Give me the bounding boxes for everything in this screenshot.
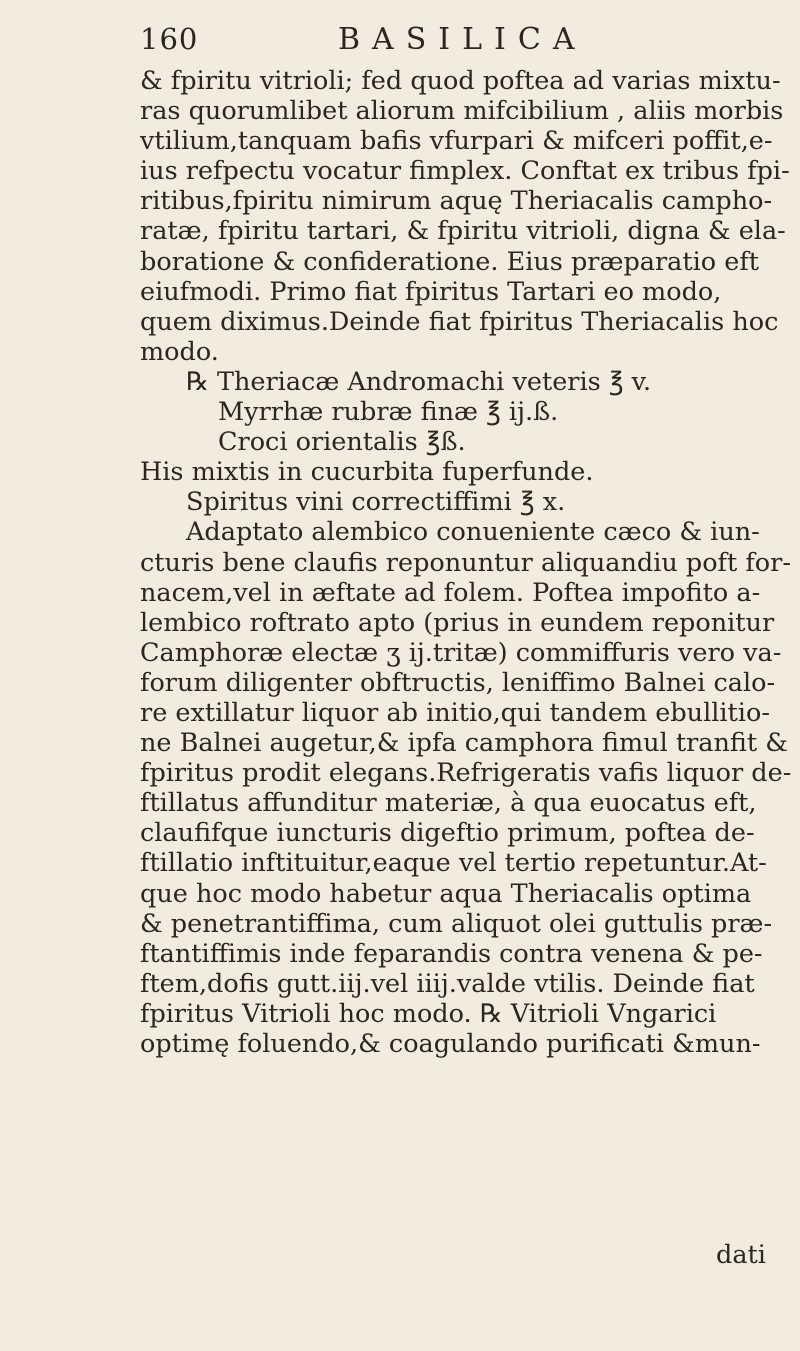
text-line: forum diligenter obftructis, leniffimo Balnei calo- (140, 667, 776, 698)
text-line: lembico roftrato apto (prius in eundem reponitur (140, 607, 775, 638)
recipe-line: ℞ Theriacæ Andromachi veteris ℥ v. (186, 366, 652, 397)
text-line: ftem,dofis gutt.iij.vel iiij.valde vtilis. Deinde fiat (140, 968, 755, 999)
text-line: vtilium,tanquam bafis vfurpari & mifceri poffit,e- (140, 126, 773, 157)
recipe-line: Spiritus vini correctiffimi ℥ x. (186, 487, 566, 518)
text-line: ratæ, fpiritu tartari, & fpiritu vitrioli, digna & ela- (140, 216, 786, 247)
text-line: boratione & confideratione. Eius præparatio eft (140, 246, 760, 277)
page-header (0, 18, 800, 66)
text-line: Camphoræ electæ ʒ ij.tritæ) commiffuris vero va- (140, 637, 782, 668)
text-line: modo. (140, 336, 219, 367)
text-line: & penetrantiffima, cum aliquot olei guttulis præ- (140, 908, 773, 939)
text-line: quem diximus.Deinde fiat fpiritus Theriacalis hoc (140, 306, 779, 337)
text-line: cturis bene claufis reponuntur aliquandiu poft for- (140, 547, 791, 578)
text-line: His mixtis in cucurbita fuperfunde. (140, 457, 594, 488)
text-line: ftillatio inftituitur,eaque vel tertio repetuntur.At- (140, 848, 767, 879)
text-line: eiufmodi. Primo fiat fpiritus Tartari eo modo, (140, 276, 722, 307)
recipe-line: Myrrhæ rubræ finæ ℥ ij.ß. (218, 397, 559, 428)
text-line: ftantiffimis inde feparandis contra venena & pe- (140, 938, 763, 969)
page-number: 160 (140, 22, 199, 56)
text-line: nacem,vel in æftate ad folem. Poftea impofito a- (140, 577, 761, 608)
text-line: re extillatur liquor ab initio,qui tandem ebullitio- (140, 697, 770, 728)
text-block (140, 66, 792, 1059)
catchword: dati (716, 1240, 766, 1270)
text-line: optimę foluendo,& coagulando purificati &mun- (140, 1029, 761, 1059)
text-line: fpiritus Vitrioli hoc modo. ℞ Vitrioli Vngarici (140, 998, 717, 1029)
text-line: Adaptato alembico conueniente cæco & iun- (186, 517, 760, 548)
text-line: ftillatus affunditur materiæ, à qua euocatus eft, (140, 788, 757, 819)
running-head: BASILICA (338, 22, 587, 57)
text-line: ritibus,fpiritu nimirum aquę Theriacalis campho- (140, 186, 773, 217)
text-line: ius refpectu vocatur fimplex. Conftat ex tribus fpi- (140, 156, 790, 187)
recipe-line: Croci orientalis ℥ß. (218, 427, 466, 458)
text-line: ras quorumlibet aliorum mifcibilium , aliis morbis (140, 96, 784, 127)
text-line: fpiritus prodit elegans.Refrigeratis vafis liquor de- (140, 758, 792, 789)
text-line: ne Balnei augetur,& ipfa camphora fimul tranfit & (140, 728, 788, 759)
text-line: claufifque iuncturis digeftio primum, poftea de- (140, 818, 755, 849)
text-line: & fpiritu vitrioli; fed quod poftea ad varias mixtu- (140, 66, 781, 96)
text-line: que hoc modo habetur aqua Theriacalis optima (140, 878, 752, 909)
